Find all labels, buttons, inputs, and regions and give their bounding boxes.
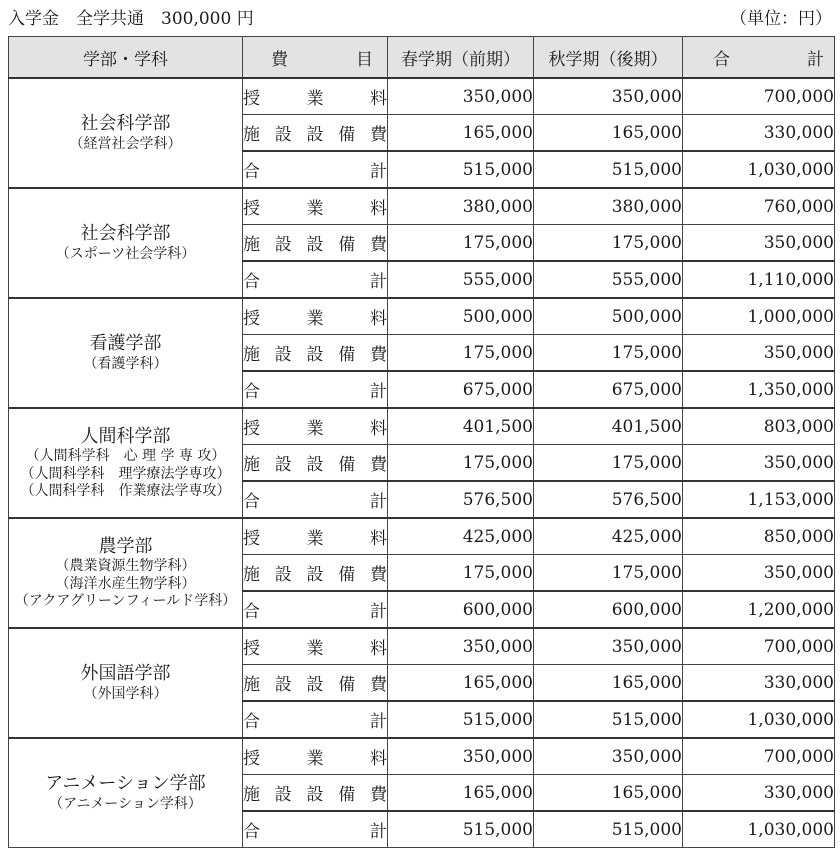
fee-item-total [243,151,388,188]
fee-row [9,78,835,115]
total-value: 700,000 [683,628,835,665]
entrance-fee-note: 入学金 全学共通 300,000 円 [8,9,254,29]
spring-value: 175,000 [388,445,534,482]
autumn-value: 350,000 [534,628,683,665]
fee-item-char: 料 [370,639,387,659]
col-spring-header: 春学期（前期） [388,37,534,79]
department-name: 社会科学部 [80,113,171,134]
fee-item-char: 費 [370,455,387,475]
total-value: 700,000 [683,78,835,115]
autumn-value: 515,000 [534,151,683,188]
fee-item-char: 計 [370,492,387,512]
spring-value: 515,000 [388,701,534,738]
fee-row [9,408,835,445]
total-value: 1,030,000 [683,151,835,188]
spring-value: 555,000 [388,261,534,298]
department-subject: （農業資源生物学科） [55,558,196,574]
autumn-value: 350,000 [534,78,683,115]
fee-item-char: 料 [370,309,387,329]
fee-item-char: 費 [370,125,387,145]
autumn-value: 576,500 [534,481,683,518]
fee-item-char: 合 [243,602,260,622]
spring-value: 425,000 [388,518,534,555]
fee-item-char: 備 [338,785,356,805]
fee-item-char: 施 [243,675,260,695]
spring-value: 380,000 [388,188,534,225]
department-subject: （看護学科） [83,355,168,372]
fee-item-char: 授 [243,639,260,659]
fee-item-facility [243,445,388,482]
spring-value: 175,000 [388,225,534,262]
fee-item-char: 設 [274,235,292,255]
fee-item-tuition [243,188,388,225]
fee-item-char: 設 [306,455,324,475]
autumn-value: 500,000 [534,298,683,335]
autumn-value: 515,000 [534,701,683,738]
fee-item-char: 授 [243,89,260,109]
autumn-value: 175,000 [534,555,683,592]
department-cell [9,78,243,188]
fee-item-tuition [243,628,388,665]
total-value: 350,000 [683,335,835,372]
fee-item-char: 合 [243,822,260,842]
fee-table-body [9,78,835,848]
fee-item-char: 費 [370,675,387,695]
fee-item-facility [243,555,388,592]
autumn-value: 675,000 [534,371,683,408]
col-autumn-header: 秋学期（後期） [534,37,683,79]
department-subject: （人間科学科 理学療法学専攻） [20,465,231,482]
department-cell [9,408,243,518]
col-total-char: 計 [807,49,824,70]
fee-item-char: 備 [338,675,356,695]
spring-value: 401,500 [388,408,534,445]
fee-item-char: 授 [243,309,260,329]
fee-item-char: 備 [338,455,356,475]
fee-item-total [243,261,388,298]
total-value: 760,000 [683,188,835,225]
spring-value: 165,000 [388,665,534,702]
fee-item-char: 設 [274,345,292,365]
total-value: 1,030,000 [683,811,835,848]
fee-item-char: 施 [243,565,260,585]
spring-value: 600,000 [388,591,534,628]
department-subject: （外国学科） [83,685,168,702]
spring-value: 165,000 [388,775,534,812]
fee-item-char: 計 [370,162,387,182]
fee-item-char: 計 [370,602,387,622]
total-value: 330,000 [683,775,835,812]
fee-item-char: 料 [370,529,387,549]
autumn-value: 380,000 [534,188,683,225]
spring-value: 175,000 [388,335,534,372]
fee-table [8,36,835,848]
total-value: 1,110,000 [683,261,835,298]
autumn-value: 600,000 [534,591,683,628]
fee-item-char: 備 [338,125,356,145]
spring-value: 515,000 [388,151,534,188]
autumn-value: 175,000 [534,335,683,372]
total-value: 803,000 [683,408,835,445]
autumn-value: 555,000 [534,261,683,298]
header-row [9,37,835,79]
total-value: 350,000 [683,555,835,592]
department-name: 看護学部 [89,333,162,354]
department-cell [9,628,243,738]
col-item-char: 目 [356,49,373,70]
total-value: 350,000 [683,445,835,482]
total-value: 850,000 [683,518,835,555]
fee-item-facility [243,225,388,262]
fee-item-char: 合 [243,272,260,292]
total-value: 1,030,000 [683,701,835,738]
fee-item-char: 設 [274,125,292,145]
fee-item-total [243,811,388,848]
fee-item-char: 業 [306,749,324,769]
fee-item-char: 備 [338,345,356,365]
autumn-value: 175,000 [534,445,683,482]
fee-item-char: 設 [306,565,324,585]
department-subject: （スポーツ社会学科） [55,245,196,262]
fee-item-tuition [243,738,388,775]
fee-item-facility [243,335,388,372]
spring-value: 500,000 [388,298,534,335]
department-name: 社会科学部 [80,223,171,244]
autumn-value: 515,000 [534,811,683,848]
col-item-header [243,37,388,79]
total-value: 330,000 [683,115,835,152]
spring-value: 350,000 [388,738,534,775]
department-cell [9,298,243,408]
col-item-char: 費 [271,49,288,70]
department-subject: （海洋水産生物学科） [55,575,196,592]
fee-item-char: 計 [370,822,387,842]
department-cell [9,188,243,298]
spring-value: 165,000 [388,115,534,152]
fee-item-char: 施 [243,345,260,365]
fee-item-char: 費 [370,235,387,255]
department-subject: （人間科学科 心 理 学 専 攻） [25,448,226,464]
department-subject: （アニメーション学科） [49,795,202,812]
fee-item-char: 料 [370,199,387,219]
fee-item-char: 合 [243,712,260,732]
fee-item-char: 費 [370,345,387,365]
total-value: 1,153,000 [683,481,835,518]
fee-item-char: 設 [274,455,292,475]
fee-item-char: 業 [306,89,324,109]
fee-row [9,298,835,335]
department-subject: （人間科学科 作業療法学専攻） [20,483,231,499]
total-value: 330,000 [683,665,835,702]
col-total-header [683,37,835,79]
fee-item-total [243,701,388,738]
spring-value: 515,000 [388,811,534,848]
fee-item-char: 合 [243,382,260,402]
fee-item-char: 計 [370,272,387,292]
autumn-value: 165,000 [534,775,683,812]
autumn-value: 401,500 [534,408,683,445]
fee-item-char: 料 [370,749,387,769]
fee-item-char: 設 [274,785,292,805]
fee-item-char: 業 [306,199,324,219]
fee-item-tuition [243,298,388,335]
fee-row [9,738,835,775]
fee-item-facility [243,115,388,152]
autumn-value: 175,000 [534,225,683,262]
fee-item-char: 業 [306,639,324,659]
autumn-value: 165,000 [534,115,683,152]
total-value: 700,000 [683,738,835,775]
unit-note: （単位：円） [730,9,832,29]
fee-item-char: 施 [243,785,260,805]
fee-item-total [243,371,388,408]
fee-item-facility [243,775,388,812]
spring-value: 350,000 [388,628,534,665]
fee-item-char: 業 [306,419,324,439]
fee-item-char: 施 [243,455,260,475]
department-name: 人間科学部 [80,425,171,447]
fee-item-tuition [243,518,388,555]
fee-item-char: 料 [370,419,387,439]
fee-item-char: 計 [370,712,387,732]
total-value: 1,350,000 [683,371,835,408]
total-value: 350,000 [683,225,835,262]
fee-item-total [243,591,388,628]
fee-item-char: 合 [243,492,260,512]
fee-item-char: 業 [306,529,324,549]
fee-item-char: 設 [274,675,292,695]
fee-item-char: 業 [306,309,324,329]
col-dept-header: 学部・学科 [9,37,243,79]
fee-item-char: 費 [370,565,387,585]
spring-value: 675,000 [388,371,534,408]
fee-item-char: 授 [243,199,260,219]
fee-item-char: 備 [338,565,356,585]
fee-item-char: 設 [306,785,324,805]
department-cell [9,738,243,848]
total-value: 1,200,000 [683,591,835,628]
department-cell [9,518,243,628]
fee-item-char: 費 [370,785,387,805]
department-subject: （経営社会学科） [69,135,182,152]
page-header [0,0,840,36]
fee-item-char: 施 [243,235,260,255]
fee-row [9,518,835,555]
fee-item-char: 備 [338,235,356,255]
fee-item-total [243,481,388,518]
spring-value: 175,000 [388,555,534,592]
fee-item-char: 授 [243,749,260,769]
fee-item-char: 設 [274,565,292,585]
total-value: 1,000,000 [683,298,835,335]
fee-item-char: 設 [306,235,324,255]
fee-item-tuition [243,78,388,115]
autumn-value: 165,000 [534,665,683,702]
fee-item-char: 授 [243,419,260,439]
fee-item-char: 設 [306,125,324,145]
fee-row [9,628,835,665]
department-name: アニメーション学部 [45,773,206,794]
department-subject: （アクアグリーンフィールド学科） [14,593,237,609]
fee-item-char: 施 [243,125,260,145]
spring-value: 350,000 [388,78,534,115]
fee-item-char: 設 [306,345,324,365]
fee-item-tuition [243,408,388,445]
autumn-value: 350,000 [534,738,683,775]
fee-row [9,188,835,225]
fee-item-char: 合 [243,162,260,182]
fee-item-facility [243,665,388,702]
spring-value: 576,500 [388,481,534,518]
department-name: 外国語学部 [80,663,171,684]
autumn-value: 425,000 [534,518,683,555]
fee-item-char: 料 [370,89,387,109]
fee-item-char: 計 [370,382,387,402]
col-total-char: 合 [713,49,730,70]
department-name: 農学部 [98,535,153,557]
fee-item-char: 設 [306,675,324,695]
fee-item-char: 授 [243,529,260,549]
